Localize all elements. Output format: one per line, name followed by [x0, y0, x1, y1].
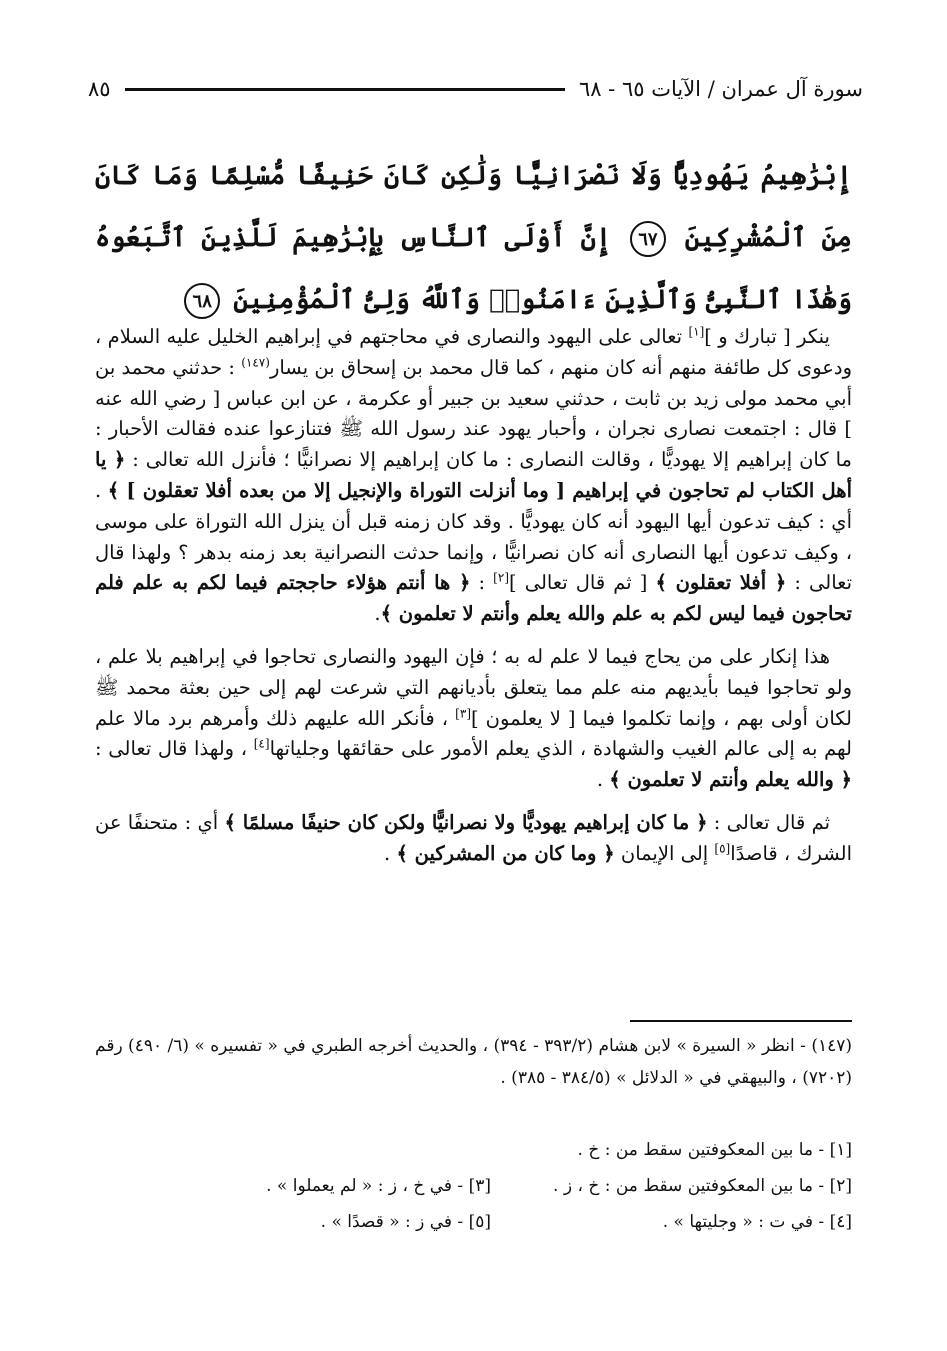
variant-note-5: [٥] - في ز : « قصدًا » . — [320, 1212, 491, 1232]
text-run: [ ثم قال تعالى ] — [509, 571, 656, 595]
text-run: . — [384, 841, 397, 865]
verse-line-1: إِبْرَٰهِيمُ يَهُودِيًّا وَلَا نَصْرَانِيًّا وَلَٰكِن كَانَ حَنِيفًا مُّسْلِمًا وَمَا كَانَ مِنَ ٱلْمُشْرِكِينَ — [95, 161, 852, 253]
variant-note-1: [١] - ما بين المعكوفتين سقط من : خ . — [577, 1140, 852, 1160]
text-run: تعالى على اليهود والنصارى في محاجتهم في إبراهيم الخليل عليه السلام ، ودعوى كل طائفة منهم أنه كان منهم ، كما قال محمد بن إسحاق بن يسار — [95, 325, 853, 379]
footnote-ref: [٥] — [714, 841, 731, 856]
ayah-marker-68: ٦٨ — [184, 283, 220, 319]
footnote-ref: [٤] — [253, 736, 270, 751]
variant-notes — [160, 1135, 852, 1237]
text-run: إلى الإيمان — [614, 841, 715, 865]
footnote-ref: [٢] — [493, 570, 509, 585]
text-run: . أي : كيف تدعون أيها اليهود أنه كان يهوديًّا . وقد كان زمنه قبل أن ينزل الله التوراة على موسى ، وكيف تدعون أيها النصارى أنه كان نصرانيًّا ، وإنما حدثت النصرانية بعد زمنه بدهر ؟ ولهذا قال تعالى : — [95, 478, 852, 595]
header-title: سورة آل عمران / الآيات ٦٥ - ٦٨ — [578, 77, 863, 101]
paragraph-2 — [95, 642, 852, 796]
text-run: ، فأنكر الله عليهم ذلك وأمرهم برد مالا علم لهم به إلى عالم الغيب والشهادة ، الذي يعلم الأمور على حقائقها وجلياتها — [95, 706, 852, 761]
verse-line-2: إِنَّ أَوْلَى ٱلنَّاسِ بِإِبْرَٰهِيمَ لَلَّذِينَ ٱتَّبَعُوهُ وَهَٰذَا ٱلنَّبِىُّ وَٱلَّذِينَ ءَامَنُوا۟ وَٱللَّهُ وَلِىُّ ٱلْمُؤْمِنِينَ — [95, 223, 852, 315]
footnote-ref: (١٤٧) — [241, 355, 270, 370]
page-number: ٨٥ — [88, 77, 111, 101]
quran-quote: ﴿ والله يعلم وأنتم لا تعلمون ﴾ — [609, 768, 852, 792]
text-run: ينكر [ تبارك و ] — [704, 325, 830, 348]
ayah-marker-67: ٦٧ — [630, 221, 666, 257]
variant-note-4: [٤] - في ت : « وجليتها » . — [662, 1212, 852, 1232]
footnote-ref: [١] — [688, 324, 705, 339]
paragraph-3 — [95, 808, 852, 870]
quran-quote: ﴿ ما كان إبراهيم يهوديًّا ولا نصرانيًّا ولكن كان حنيفًا مسلمًا ﴾ — [224, 810, 708, 834]
quran-quote: ﴿ أفلا تعقلون ﴾ — [655, 571, 787, 595]
paragraph-1 — [95, 322, 852, 630]
text-run: : حدثني محمد بن أبي محمد مولى زيد بن ثابت ، حدثني سعيد بن جبير أو عكرمة ، عن ابن عباس [ رضي الله عنه ] قال : اجتمعت نصارى نجران ، وأحبار يهود عند رسول الله ﷺ فتنازعوا عنده فقالت الأحبار : ما كان إبراهيم إلا يهوديًّا ، وقالت النصارى : ما كان إبراهيم إلا نصرانيًّا ؛ فأنزل الله تعالى : — [95, 355, 852, 472]
text-run: . — [596, 768, 610, 792]
running-header — [88, 72, 863, 106]
variant-note-3: [٣] - في خ ، ز : « لم يعملوا » . — [266, 1176, 491, 1196]
commentary-text — [95, 322, 852, 882]
footnote-ref: [٣] — [455, 706, 471, 721]
text-run: ، ولهذا قال تعالى : — [95, 737, 254, 761]
text-run: أي : متحنفًا عن الشرك ، قاصدًا — [95, 810, 852, 865]
text-run: . — [374, 602, 381, 626]
quran-quote: ﴿ يا أهل الكتاب لم تحاجون في إبراهيم [ وما أنزلت التوراة والإنجيل إلا من بعده أفلا تعقلون ] ﴾ — [95, 448, 852, 502]
quran-quote: ﴿ ها أنتم هؤلاء حاججتم فيما لكم به علم فلم تحاجون فيما ليس لكم به علم والله يعلم وأنتم لا تعلمون ﴾ — [95, 571, 852, 626]
text-run: : — [470, 571, 494, 595]
variant-note-2: [٢] - ما بين المعكوفتين سقط من : خ ، ز . — [553, 1176, 852, 1196]
text-run: ثم قال تعالى : — [707, 810, 830, 834]
header-rule — [125, 88, 565, 91]
footnote-147: (١٤٧) - انظر « السيرة » لابن هشام (٣٩٣/٢ - ٣٩٤) ، والحديث أخرجه الطبري في « تفسيره » (٦/ ٤٩٠) رقم (٧٢٠٢) ، والبيهقي في « الدلائل » (٣٨٤/٥ - ٣٨٥) . — [95, 1036, 852, 1088]
footnote-divider — [630, 1020, 852, 1022]
quran-quote: ﴿ وما كان من المشركين ﴾ — [396, 841, 615, 865]
quran-verse-block — [95, 145, 852, 331]
text-run: هذا إنكار على من يحاج فيما لا علم له به ؛ فإن اليهود والنصارى تحاجوا في إبراهيم بلا علم ، ولو تحاجوا فيما بأيديهم منه علم مما يتعلق بأديانهم التي شرعت لهم إلى حين بعثة محمد ﷺ لكان أولى بهم ، وإنما تكلموا فيما [ لا يعلمون ] — [95, 644, 852, 730]
